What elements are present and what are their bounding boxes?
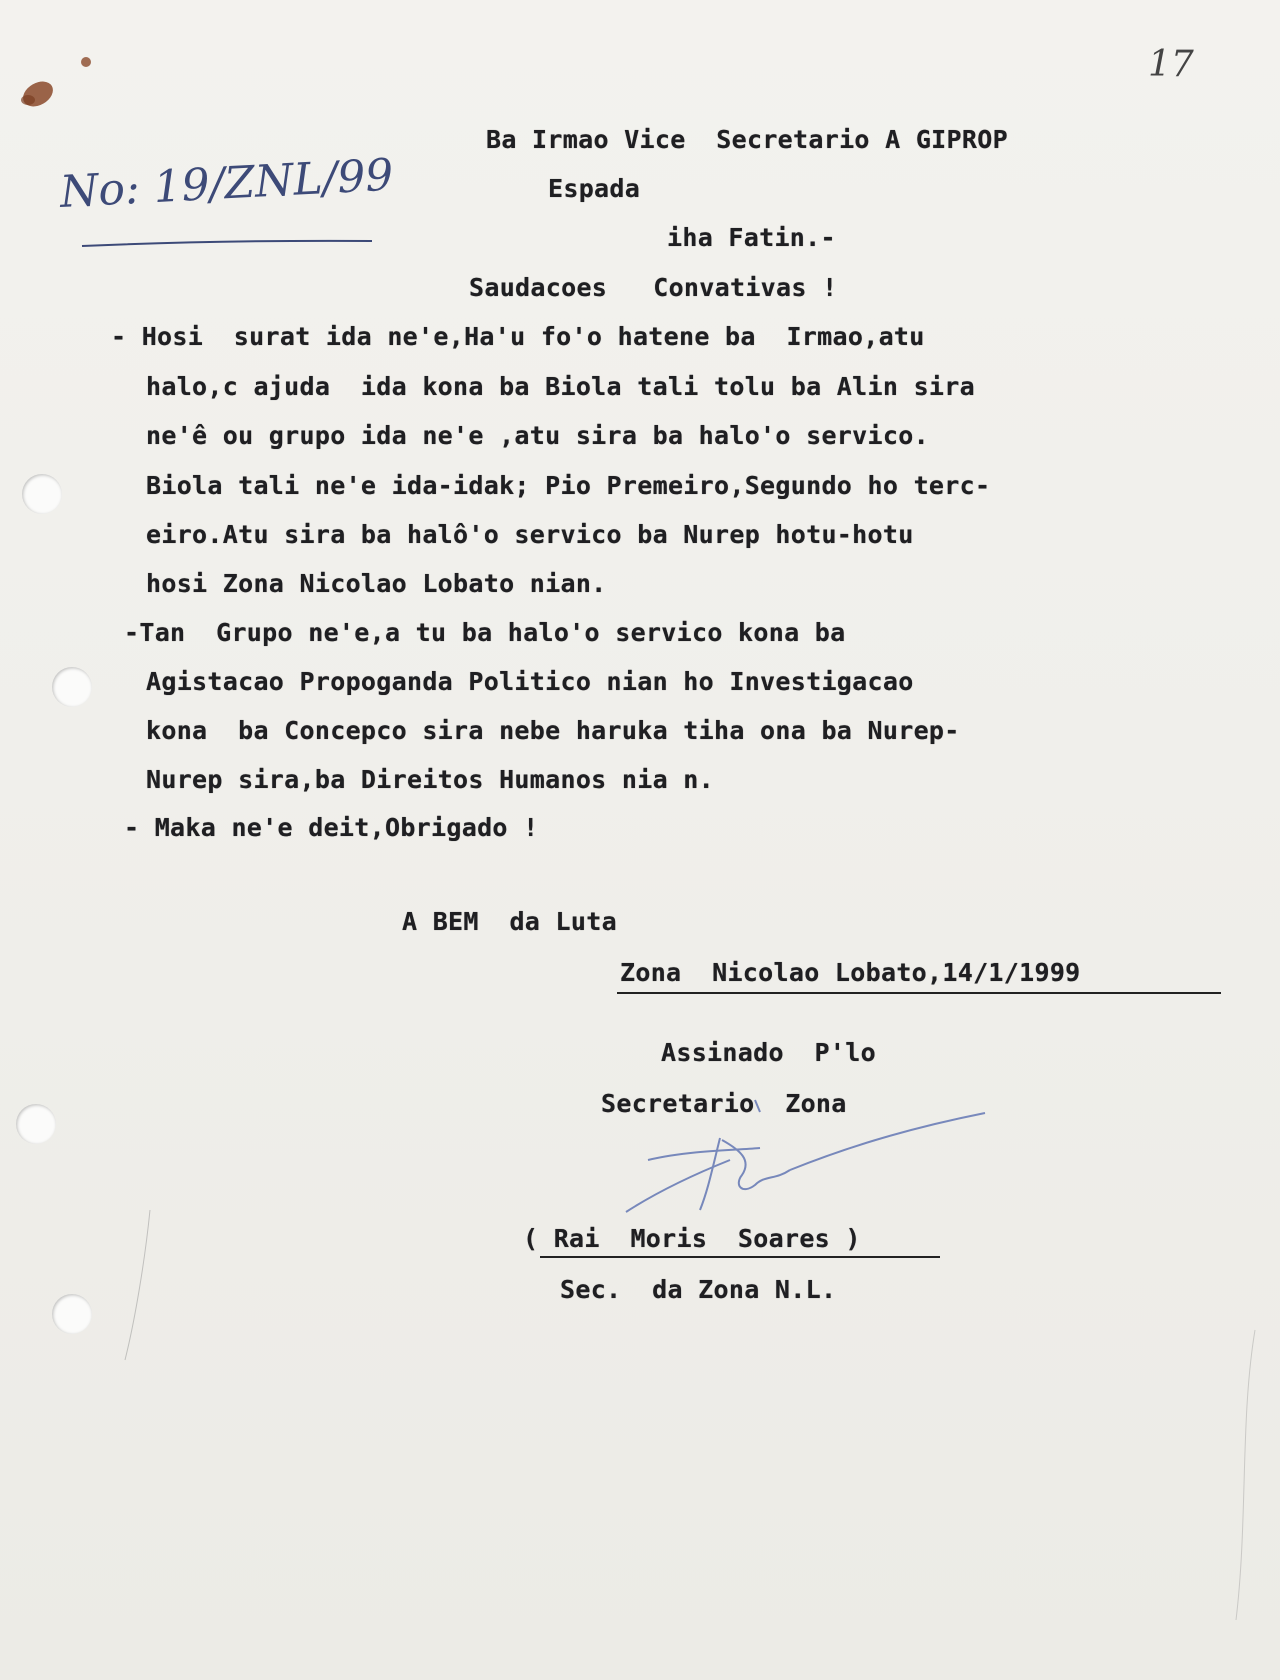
reference-underline	[82, 241, 372, 246]
place-date-underline	[617, 992, 1221, 994]
punch-hole	[22, 474, 62, 514]
signed-line-2: Secretario Zona	[601, 1089, 847, 1118]
body-line: eiro.Atu sira ba halô'o servico ba Nurep hotu-hotu	[146, 520, 914, 549]
stain-mark	[21, 95, 35, 105]
signed-line-1: Assinado P'lo	[661, 1038, 876, 1067]
punch-hole	[52, 667, 92, 707]
closing-motto: A BEM da Luta	[402, 907, 617, 936]
body-line: halo,c ajuda ida kona ba Biola tali tolu ba Alin sira	[146, 372, 975, 401]
signatory-name: ( Rai Moris Soares )	[523, 1224, 861, 1253]
place-date: Zona Nicolao Lobato,14/1/1999	[620, 958, 1081, 987]
body-line: -Tan Grupo ne'e,a tu ba halo'o servico kona ba	[124, 618, 846, 647]
body-line: hosi Zona Nicolao Lobato nian.	[146, 569, 607, 598]
body-line: Nurep sira,ba Direitos Humanos nia n.	[146, 765, 714, 794]
address-line-2: Espada	[548, 174, 641, 203]
stain-mark	[81, 57, 91, 67]
body-line: - Maka ne'e deit,Obrigado !	[124, 813, 539, 842]
address-line-3: iha Fatin.-	[667, 223, 836, 252]
body-line: ne'ê ou grupo ida ne'e ,atu sira ba halo'o servico.	[146, 421, 929, 450]
wear-mark	[125, 1210, 150, 1360]
stain-mark	[19, 76, 58, 111]
signatory-title: Sec. da Zona N.L.	[560, 1275, 837, 1304]
punch-hole	[16, 1104, 56, 1144]
body-line: kona ba Concepco sira nebe haruka tiha ona ba Nurep-	[146, 716, 960, 745]
punch-hole	[52, 1294, 92, 1334]
reference-number: No: 19/ZNL/99	[58, 149, 395, 218]
page-number: 17	[1148, 44, 1194, 85]
wear-mark	[1236, 1330, 1255, 1620]
body-line: Biola tali ne'e ida-idak; Pio Premeiro,Segundo ho terc-	[146, 471, 991, 500]
address-line-1: Ba Irmao Vice Secretario A GIPROP	[486, 125, 1008, 154]
body-line: - Hosi surat ida ne'e,Ha'u fo'o hatene ba Irmao,atu	[111, 322, 925, 351]
greeting: Saudacoes Convativas !	[469, 273, 838, 302]
signatory-underline	[540, 1256, 940, 1258]
body-line: Agistacao Propoganda Politico nian ho Investigacao	[146, 667, 914, 696]
